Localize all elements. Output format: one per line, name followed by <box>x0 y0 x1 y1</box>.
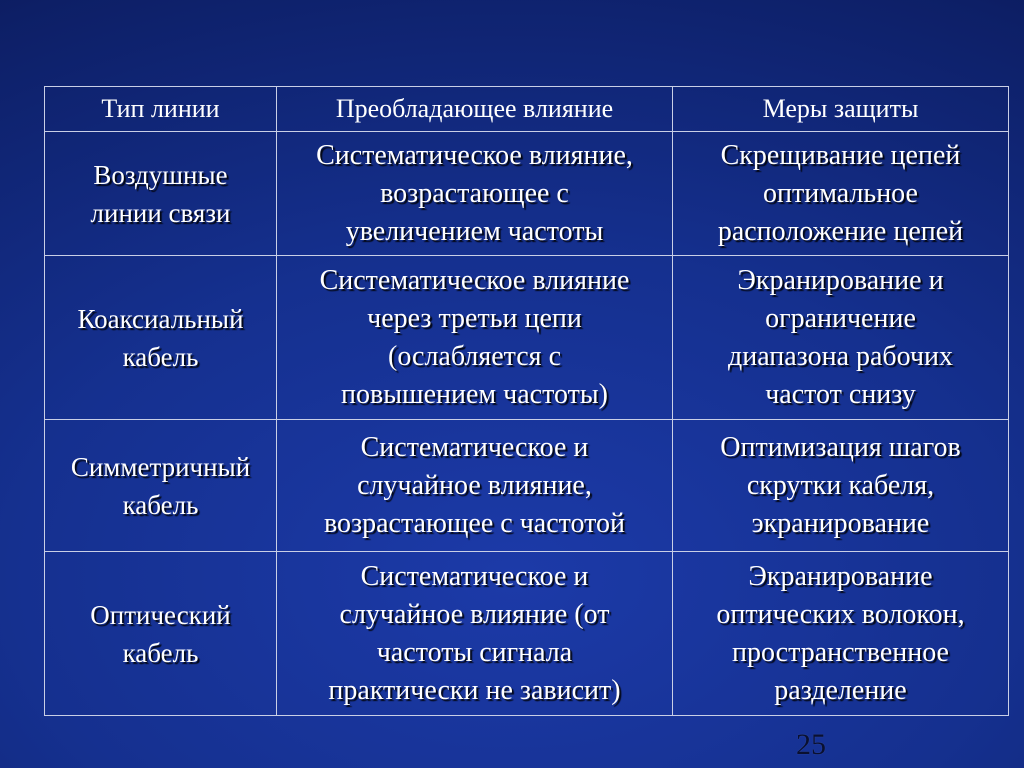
cell-text-line: линии связи <box>90 197 231 228</box>
cell-text-line: Систематическое влияние <box>319 264 630 296</box>
cell-influence <box>277 420 673 552</box>
cell-influence <box>277 132 673 256</box>
cell-text-line: Систематическое и <box>360 431 589 463</box>
cell-text-line: возрастающее с частотой <box>324 507 625 539</box>
cell-text-line: Экранирование <box>748 560 933 592</box>
cell-text-line: Скрещивание цепей <box>720 139 961 171</box>
header-protection-measures: Меры защиты <box>673 87 1009 132</box>
cell-text-line: ограничение <box>765 302 916 334</box>
cell-text-line: увеличением частоты <box>345 215 604 247</box>
cell-text-line: через третьи цепи <box>367 302 582 334</box>
cell-line-type <box>45 552 277 716</box>
cell-protection <box>673 256 1009 420</box>
cell-protection <box>673 420 1009 552</box>
cell-protection <box>673 132 1009 256</box>
cell-text-line: оптических волокон, <box>716 598 965 630</box>
cell-text-line: экранирование <box>751 507 930 539</box>
cell-protection <box>673 552 1009 716</box>
cell-text-line: Оптимизация шагов <box>720 431 961 463</box>
cell-text-line: расположение цепей <box>717 215 964 247</box>
cell-text-line: скрутки кабеля, <box>746 469 935 501</box>
cell-text-line: Экранирование и <box>737 264 944 296</box>
cell-text-line: повышением частоты) <box>341 378 608 410</box>
cell-line-type <box>45 420 277 552</box>
cell-text-line: частот снизу <box>765 378 916 410</box>
cell-line-type <box>45 132 277 256</box>
comparison-table <box>44 86 1009 716</box>
cell-text-line: практически не зависит) <box>328 674 621 706</box>
table-row <box>45 132 1009 256</box>
cell-text-line: возрастающее с <box>380 177 569 209</box>
cell-text-line: Воздушные <box>93 159 228 190</box>
cell-text-line: случайное влияние, <box>357 469 592 501</box>
cell-influence <box>277 256 673 420</box>
cell-text-line: разделение <box>774 674 907 706</box>
cell-text-line: Систематическое влияние, <box>316 139 633 171</box>
table-header-row <box>45 87 1009 132</box>
header-dominant-influence: Преобладающее влияние <box>277 87 673 132</box>
cell-text-line: случайное влияние (от <box>339 598 610 630</box>
cell-text-line: Систематическое и <box>360 560 589 592</box>
page-number: 25 <box>796 728 826 761</box>
cell-text-line: частоты сигнала <box>376 636 573 668</box>
cell-text-line: кабель <box>122 489 199 520</box>
cell-text-line: пространственное <box>732 636 949 668</box>
table-row <box>45 256 1009 420</box>
cell-text-line: кабель <box>122 341 199 372</box>
cell-line-type <box>45 256 277 420</box>
table-row <box>45 420 1009 552</box>
table-row <box>45 552 1009 716</box>
cell-text-line: Симметричный <box>70 451 251 482</box>
cell-text-line: Коаксиальный <box>77 303 244 334</box>
cell-influence <box>277 552 673 716</box>
cell-text-line: кабель <box>122 637 199 668</box>
cell-text-line: диапазона рабочих <box>727 340 954 372</box>
header-line-type: Тип линии <box>45 87 277 132</box>
cell-text-line: оптимальное <box>763 177 918 209</box>
cell-text-line: (ослабляется с <box>388 340 561 372</box>
cell-text-line: Оптический <box>90 599 231 630</box>
